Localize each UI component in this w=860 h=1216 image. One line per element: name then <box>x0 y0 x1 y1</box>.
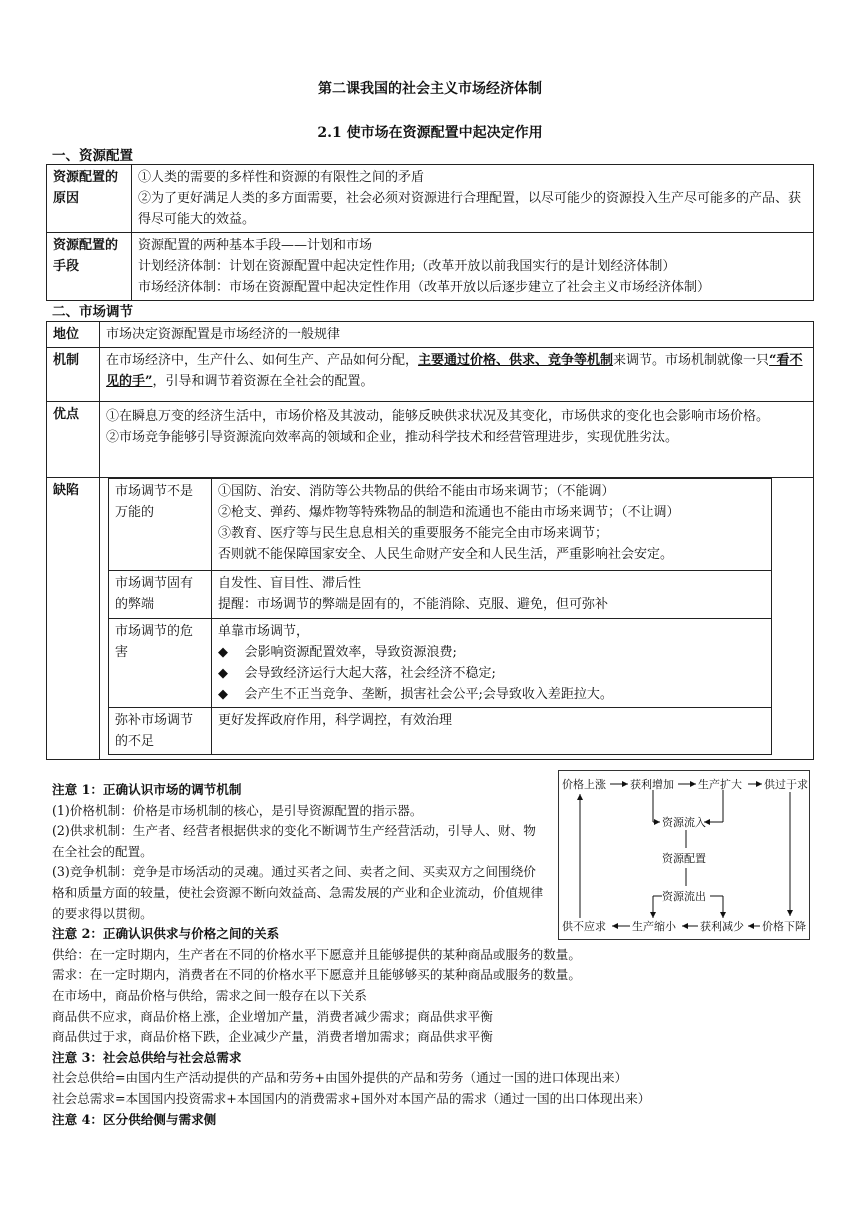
section1-heading: 一、资源配置 <box>52 148 133 164</box>
sub-content <box>212 479 772 571</box>
node-profit-up: 获利增加 <box>630 778 674 791</box>
sub-label: 市场调节固有的弊端 <box>109 571 212 619</box>
node-production-expand: 生产扩大 <box>698 778 742 791</box>
row-content: 市场决定资源配置是市场经济的一般规律 <box>100 322 814 348</box>
line: ②为了更好满足人类的多方面需要，社会必须对资源进行合理配置，以尽可能少的资源投入生产尽可能多的产品、获得尽可能大的效益。 <box>138 191 802 227</box>
sub-content <box>212 708 772 755</box>
node-undersupply: 供不应求 <box>562 920 606 933</box>
note4-title: 注意 4：区分供给侧与需求侧 <box>52 1111 217 1127</box>
row-label: 资源配置的原因 <box>47 165 132 233</box>
node-profit-down: 获利减少 <box>700 920 744 933</box>
row-content <box>132 233 814 301</box>
line: ◆ 会产生不正当竞争、垄断，损害社会公平;会导致收入差距拉大。 <box>218 687 613 702</box>
text: 来调节。市场机制就像一只 <box>613 353 770 368</box>
table-row <box>109 619 772 708</box>
market-regulation-table <box>46 321 814 760</box>
row-label: 地位 <box>47 322 100 348</box>
note-line: (2)供求机制：生产者、经营者根据供求的变化不断调节生产经营活动，引导人、财、物在全社会的配置。 <box>52 823 536 859</box>
line: 资源配置的两种基本手段——计划和市场 <box>138 238 373 253</box>
line: 计划经济体制：计划在资源配置中起决定性作用;（改革开放以前我国实行的是计划经济体制） <box>138 259 676 274</box>
table-row <box>109 708 772 755</box>
table-row <box>47 478 814 760</box>
table-row <box>47 348 814 402</box>
note-line: (3)竞争机制：竞争是市场活动的灵魂。通过买者之间、卖者之间、买卖双方之间围绕价格和质量方面的较量，使社会资源不断向效益高、急需发展的产业和企业流动，价值规律的要求得以贯彻。 <box>52 864 544 921</box>
resource-allocation-table <box>46 164 814 301</box>
line: ①在瞬息万变的经济生活中，市场价格及其波动，能够反映供求状况及其变化，市场供求的变化也会影响市场价格。 <box>106 409 770 424</box>
price-flow-diagram <box>558 770 810 940</box>
row-content <box>132 165 814 233</box>
line: 更好发挥政府作用，科学调控，有效治理 <box>218 713 453 728</box>
line: 提醒：市场调节的弊端是固有的，不能消除、克服、避免，但可弥补 <box>218 597 609 612</box>
note-line: 商品供不应求，商品价格上涨，企业增加产量，消费者减少需求；商品供求平衡 <box>52 1008 493 1024</box>
table-row <box>109 479 772 571</box>
line: ③教育、医疗等与民生息息相关的重要服务不能完全由市场来调节； <box>218 526 609 541</box>
note-line: 社会总供给=由国内生产活动提供的产品和劳务+由国外提供的产品和劳务（通过一国的进口体现出来） <box>52 1070 628 1086</box>
table-row <box>47 322 814 348</box>
node-price-rise: 价格上涨 <box>562 778 606 791</box>
node-resource-allocation: 资源配置 <box>662 852 706 865</box>
note-line: 供给：在一定时期内，生产者在不同的价格水平下愿意并且能够提供的某种商品或服务的数量。 <box>52 946 581 962</box>
node-resource-outflow: 资源流出 <box>662 890 706 903</box>
line: 市场经济体制：市场在资源配置中起决定性作用（改革开放以后逐步建立了社会主义市场经济体制） <box>138 280 711 295</box>
node-oversupply: 供过于求 <box>764 778 808 791</box>
row-content <box>100 402 814 478</box>
note-line: 商品供过于求，商品价格下跌，企业减少产量，消费者增加需求；商品供求平衡 <box>52 1029 493 1045</box>
note-line: 在市场中，商品价格与供给，需求之间一般存在以下关系 <box>52 987 367 1003</box>
note-line: 需求：在一定时期内，消费者在不同的价格水平下愿意并且能够够买的某种商品或服务的数量。 <box>52 967 581 983</box>
line: 否则就不能保障国家安全、人民生命财产安全和人民生活，严重影响社会安定。 <box>218 547 674 562</box>
row-label: 机制 <box>47 348 100 402</box>
node-production-shrink: 生产缩小 <box>632 920 676 933</box>
row-content <box>100 478 814 760</box>
sub-content <box>212 571 772 619</box>
line: ②枪支、弹药、爆炸物等特殊物品的制造和流通也不能由市场来调节；（不让调） <box>218 505 680 520</box>
lesson-subtitle: 2.1 使市场在资源配置中起决定作用 <box>317 125 543 141</box>
sub-label: 市场调节的危害 <box>109 619 212 708</box>
note1-title: 注意 1：正确认识市场的调节机制 <box>52 782 242 797</box>
note2-title: 注意 2：正确认识供求与价格之间的关系 <box>52 926 280 942</box>
emphasis: 主要通过价格、供求、竞争等机制 <box>418 353 614 368</box>
line: ①国防、治安、消防等公共物品的供给不能由市场来调节；（不能调） <box>218 484 615 499</box>
line: 单靠市场调节， <box>218 624 310 639</box>
row-label: 资源配置的手段 <box>47 233 132 301</box>
sub-label: 弥补市场调节的不足 <box>109 708 212 755</box>
emphasis: “看不见的手” <box>106 353 803 389</box>
table-row <box>47 165 814 233</box>
sub-content <box>212 619 772 708</box>
table-row <box>47 402 814 478</box>
page-title: 第二课我国的社会主义市场经济体制 <box>318 81 542 97</box>
line: ◆ 会影响资源配置效率，导致资源浪费; <box>218 645 457 660</box>
row-label: 优点 <box>47 402 100 478</box>
defects-table <box>108 478 772 755</box>
note-line: 社会总需求=本国国内投资需求+本国国内的消费需求+国外对本国产品的需求（通过一国的出口体现出来） <box>52 1090 651 1106</box>
section2-heading: 二、市场调节 <box>52 304 133 320</box>
text: ，引导和调节着资源在全社会的配置。 <box>152 374 374 389</box>
line: 自发性、盲目性、滞后性 <box>218 576 362 591</box>
node-price-fall: 价格下降 <box>762 920 806 933</box>
note3-title: 注意 3：社会总供给与社会总需求 <box>52 1049 242 1065</box>
text: 在市场经济中，生产什么、如何生产、产品如何分配， <box>106 353 419 368</box>
node-resource-inflow: 资源流入 <box>662 816 706 829</box>
table-row <box>47 233 814 301</box>
line: ◆ 会导致经济运行大起大落，社会经济不稳定; <box>218 666 496 681</box>
table-row <box>109 571 772 619</box>
line: ②市场竞争能够引导资源流向效率高的领域和企业，推动科学技术和经营管理进步，实现优胜劣汰。 <box>106 430 679 445</box>
line: ①人类的需要的多样性和资源的有限性之间的矛盾 <box>138 170 425 185</box>
sub-label: 市场调节不是万能的 <box>109 479 212 571</box>
row-label: 缺陷 <box>47 478 100 760</box>
row-content <box>100 348 814 402</box>
note-line: (1)价格机制：价格是市场机制的核心，是引导资源配置的指示器。 <box>52 802 423 818</box>
